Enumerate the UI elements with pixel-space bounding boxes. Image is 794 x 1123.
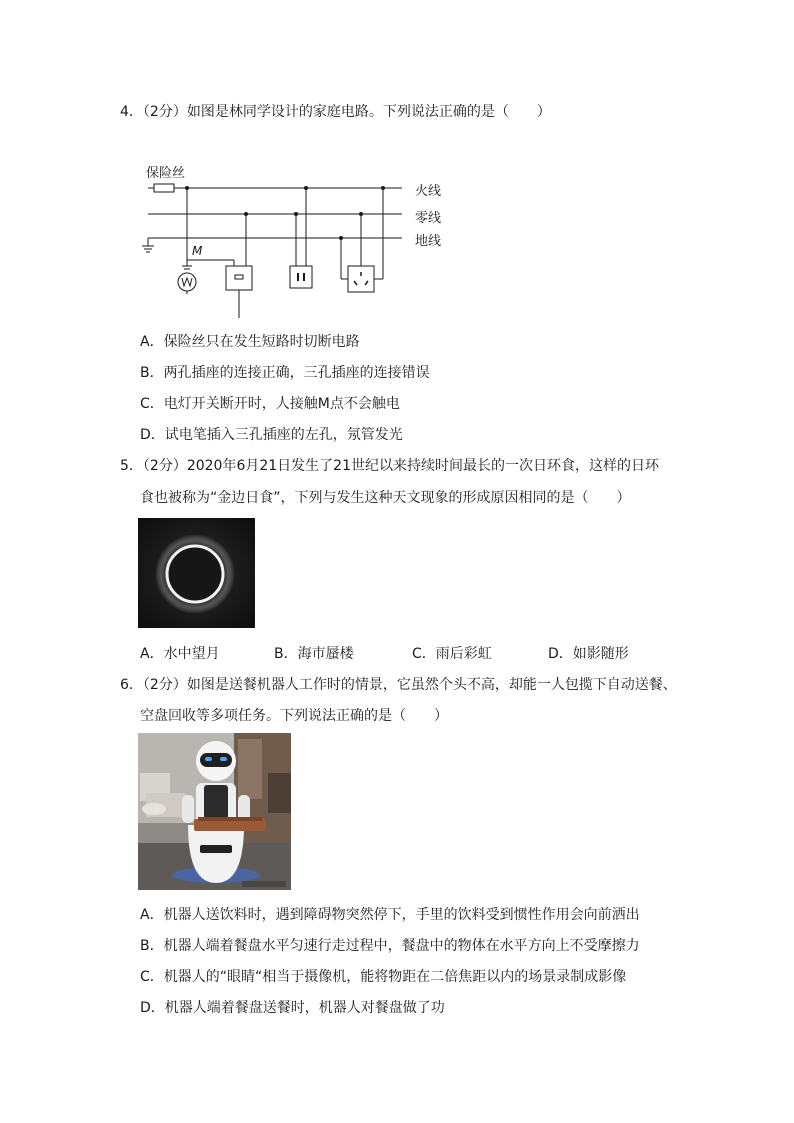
question-5-option-d: D．如影随形	[548, 646, 629, 662]
neutral-wire-label: 零线	[415, 211, 442, 226]
question-5-stem-line-2: 食也被称为“金边日食”，下列与发生这种天文现象的形成原因相同的是（ ）	[140, 490, 631, 506]
question-4-option-c: C．电灯开关断开时，人接触M点不会触电	[140, 396, 400, 412]
point-m-label: M	[192, 244, 203, 258]
question-6-option-d: D．机器人端着餐盘送餐时，机器人对餐盘做了功	[140, 1000, 445, 1016]
question-4-option-d: D．试电笔插入三孔插座的左孔，氖管发光	[140, 427, 403, 443]
question-5-stem-line-1: 5．（2分）2020年6月21日发生了21世纪以来持续时间最长的一次日环食，这样的日环	[120, 458, 659, 474]
question-4-stem: 4．（2分）如图是林同学设计的家庭电路。下列说法正确的是（ ）	[120, 104, 551, 120]
earth-symbol	[142, 238, 154, 252]
eclipse-ring	[167, 546, 223, 602]
question-4-option-a: A．保险丝只在发生短路时切断电路	[140, 334, 360, 350]
question-6-option-c: C．机器人的“眼睛“相当于摄像机，能将物距在二倍焦距以内的场景录制成影像	[140, 969, 627, 985]
lamp-icon	[178, 273, 196, 291]
food-delivery-robot-photo	[138, 733, 291, 890]
question-6-option-a: A．机器人送饮料时，遇到障碍物突然停下，手里的饮料受到惯性作用会向前洒出	[140, 907, 640, 923]
question-5-option-b: B．海市蜃楼	[274, 646, 354, 662]
question-6-option-b: B．机器人端着餐盘水平匀速行走过程中，餐盘中的物体在水平方向上不受摩擦力	[140, 938, 640, 954]
circuit-diagram	[140, 160, 460, 320]
annular-eclipse-photo	[138, 518, 255, 628]
fuse-symbol	[154, 184, 174, 192]
question-5-option-c: C．雨后彩虹	[412, 646, 492, 662]
ground-wire-label: 地线	[415, 234, 442, 249]
switch-box	[226, 214, 252, 318]
question-6-stem-line-1: 6．（2分）如图是送餐机器人工作时的情景，它虽然个头不高，却能一人包揽下自动送餐、	[120, 677, 677, 693]
question-6-stem-line-2: 空盘回收等多项任务。下列说法正确的是（ ）	[140, 708, 448, 724]
live-wire-label: 火线	[415, 184, 442, 199]
question-4-option-b: B．两孔插座的连接正确，三孔插座的连接错误	[140, 365, 430, 381]
question-5-option-a: A．水中望月	[140, 646, 220, 662]
fuse-label: 保险丝	[146, 166, 186, 181]
three-hole-socket	[341, 188, 383, 292]
